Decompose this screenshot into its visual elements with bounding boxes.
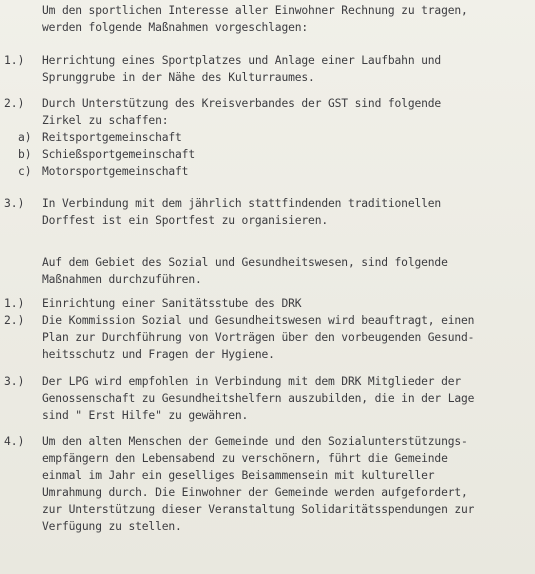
item-line: Einrichtung einer Sanitätsstube des DRK: [42, 297, 302, 310]
item-line: Um den alten Menschen der Gemeinde und den Sozialunterstützungs-: [42, 435, 468, 448]
item-line: Plan zur Durchführung von Vorträgen über den vorbeugenden Gesund-: [42, 331, 475, 344]
item-line: sind " Erst Hilfe" zu gewähren.: [42, 409, 249, 422]
subitem-text: Schießsportgemeinschaft: [42, 148, 195, 161]
item-number: 4.): [4, 435, 25, 448]
subitem-letter: b): [18, 148, 32, 161]
item-line: Herrichtung eines Sportplatzes und Anlage einer Laufbahn und: [42, 54, 442, 67]
item-line: Genossenschaft zu Gesundheitshelfern auszubilden, die in der Lage: [42, 392, 475, 405]
item-line: Verfügung zu stellen.: [42, 520, 182, 533]
item-line: Die Kommission Sozial und Gesundheitswesen wird beauftragt, einen: [42, 314, 475, 327]
item-line: In Verbindung mit dem jährlich stattfindenden traditionellen: [42, 197, 442, 210]
item-line: Umrahmung durch. Die Einwohner der Gemeinde werden aufgefordert,: [42, 486, 468, 499]
intro-line: werden folgende Maßnahmen vorgeschlagen:: [42, 21, 309, 34]
item-line: einmal im Jahr ein geselliges Beisammensein mit kultureller: [42, 469, 435, 482]
social-intro-line: Auf dem Gebiet des Sozial und Gesundheitswesen, sind folgende: [42, 256, 448, 269]
item-line: empfängern den Lebensabend zu verschönern, führt die Gemeinde: [42, 452, 448, 465]
item-number: 2.): [4, 314, 25, 327]
item-number: 3.): [4, 375, 25, 388]
item-number: 3.): [4, 197, 25, 210]
item-number: 1.): [4, 54, 25, 67]
item-line: Zirkel zu schaffen:: [42, 114, 169, 127]
subitem-text: Motorsportgemeinschaft: [42, 165, 189, 178]
intro-line: Um den sportlichen Interesse aller Einwohner Rechnung zu tragen,: [42, 4, 468, 17]
social-intro-line: Maßnahmen durchzuführen.: [42, 273, 202, 286]
item-number: 1.): [4, 297, 25, 310]
item-line: Sprunggrube in der Nähe des Kulturraumes.: [42, 71, 315, 84]
subitem-text: Reitsportgemeinschaft: [42, 131, 182, 144]
subitem-letter: c): [18, 165, 32, 178]
item-number: 2.): [4, 97, 25, 110]
item-line: heitsschutz und Fragen der Hygiene.: [42, 348, 275, 361]
item-line: Der LPG wird empfohlen in Verbindung mit dem DRK Mitglieder der: [42, 375, 462, 388]
item-line: Durch Unterstützung des Kreisverbandes der GST sind folgende: [42, 97, 442, 110]
item-line: Dorffest ist ein Sportfest zu organisieren.: [42, 214, 329, 227]
item-line: zur Unterstützung dieser Veranstaltung Solidaritätsspendungen zur: [42, 503, 475, 516]
subitem-letter: a): [18, 131, 32, 144]
